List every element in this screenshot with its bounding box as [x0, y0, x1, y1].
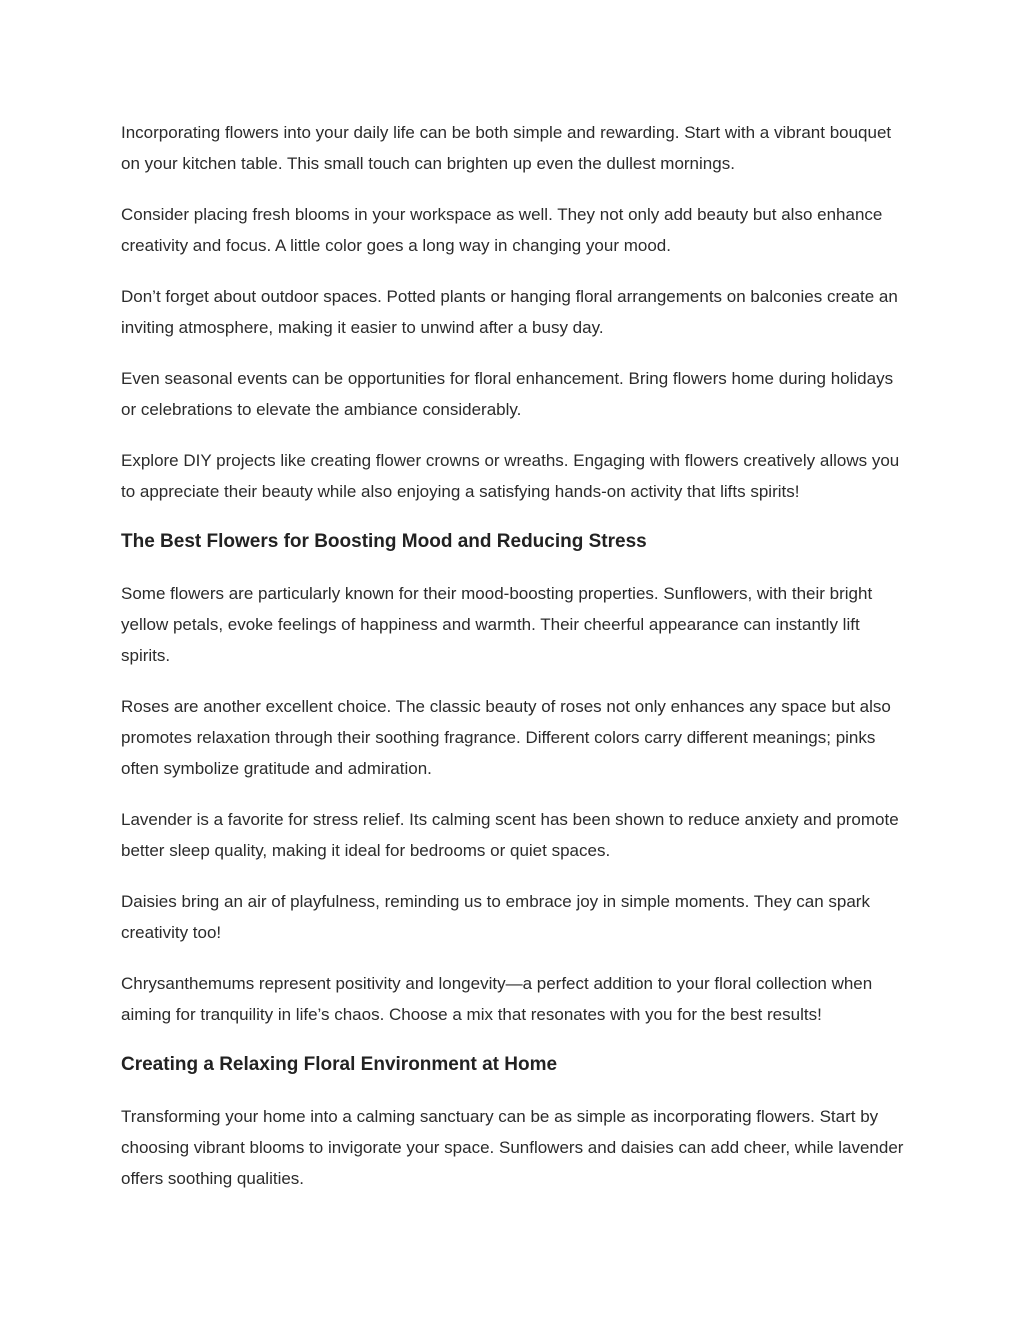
paragraph-daisies: Daisies bring an air of playfulness, reminding us to embrace joy in simple moments. They can spark creativity too!	[121, 892, 870, 942]
paragraph-outdoor-spaces: Don’t forget about outdoor spaces. Potted plants or hanging floral arrangements on balconies create an inviting atmosphere, making it easier to unwind after a busy day.	[121, 287, 898, 337]
paragraph-seasonal-events: Even seasonal events can be opportunities for floral enhancement. Bring flowers home during holidays or celebrations to elevate the ambiance considerably.	[121, 369, 894, 419]
paragraph-diy-projects: Explore DIY projects like creating flower crowns or wreaths. Engaging with flowers creatively allows you to appreciate their beauty while also enjoying a satisfying hands-on activity that lifts spirits!	[121, 451, 900, 501]
section-heading-best-flowers: The Best Flowers for Boosting Mood and Reducing Stress	[121, 531, 647, 552]
document-body	[121, 117, 906, 1214]
paragraph-sunflowers: Some flowers are particularly known for their mood-boosting properties. Sunflowers, with their bright yellow petals, evoke feelings of happiness and warmth. Their cheerful appearance can instantly lift spirits.	[121, 584, 873, 665]
paragraph-workspace: Consider placing fresh blooms in your workspace as well. They not only add beauty but also enhance creativity and focus. A little color goes a long way in changing your mood.	[121, 205, 883, 255]
paragraph-lavender: Lavender is a favorite for stress relief. Its calming scent has been shown to reduce anxiety and promote better sleep quality, making it ideal for bedrooms or quiet spaces.	[121, 810, 899, 860]
paragraph-chrysanthemums: Chrysanthemums represent positivity and longevity—a perfect addition to your floral collection when aiming for tranquility in life’s chaos. Choose a mix that resonates with you for the best results!	[121, 974, 873, 1024]
paragraph-home-sanctuary: Transforming your home into a calming sanctuary can be as simple as incorporating flowers. Start by choosing vibrant blooms to invigorate your space. Sunflowers and daisies can add cheer, while lavender offers soothing qualities.	[121, 1107, 904, 1188]
paragraph-daily-life: Incorporating flowers into your daily life can be both simple and rewarding. Start with a vibrant bouquet on your kitchen table. This small touch can brighten up even the dullest mornings.	[121, 123, 892, 173]
section-heading-relaxing-environment: Creating a Relaxing Floral Environment at Home	[121, 1054, 558, 1075]
paragraph-roses: Roses are another excellent choice. The classic beauty of roses not only enhances any space but also promotes relaxation through their soothing fragrance. Different colors carry different meanings; pinks often symbolize gratitude and admiration.	[121, 697, 891, 778]
